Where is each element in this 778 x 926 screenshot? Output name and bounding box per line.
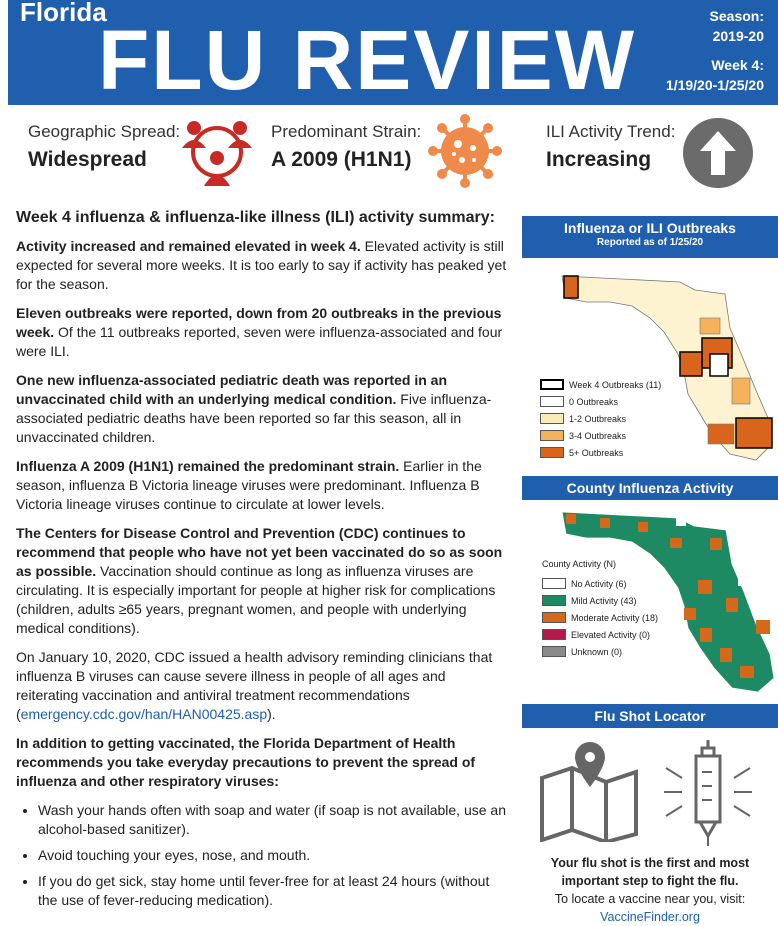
legend-item: [542, 592, 658, 609]
people-network-icon: [180, 116, 254, 188]
flu-shot-locator-header: Flu Shot Locator: [522, 704, 778, 728]
virus-icon: [428, 114, 502, 188]
legend-label: 1-2 Outbreaks: [569, 413, 627, 424]
cdc-advisory-link[interactable]: emergency.cdc.gov/han/HAN00425.asp: [20, 706, 268, 722]
locator-headline: Your flu shot is the first and most important step to fight the flu.: [550, 856, 750, 888]
legend-swatch: [542, 578, 566, 589]
legend-item: [540, 444, 661, 461]
outbreaks-panel-header: [522, 216, 778, 258]
legend-label: 0 Outbreaks: [569, 396, 619, 407]
p5-text: Vaccination should continue as long as influenza viruses are circulating. It is especially important for people at higher risk for complications (children, adults ≥65 years, pregnant women, and people with underlying medical conditions).: [16, 563, 496, 636]
legend-title: County Activity (N): [542, 559, 617, 569]
week-label: Week 4:: [711, 57, 764, 73]
week-dates: 1/19/20-1/25/20: [665, 77, 764, 93]
p3-bold: One new influenza-associated pediatric death was reported in an unvaccinated child with an underlying medical condition.: [16, 372, 447, 407]
county-map-area: [522, 500, 778, 696]
summary-paragraph-2: [16, 304, 508, 361]
legend-swatch: [542, 629, 566, 640]
p1-text: Elevated activity is still expected for several more weeks. It is too early to say if activity has peaked yet for the season.: [16, 238, 507, 292]
p2-bold: Eleven outbreaks were reported, down from 20 outbreaks in the previous week.: [16, 305, 502, 340]
legend-item: [542, 643, 658, 660]
p2-text: Of the 11 outbreaks reported, seven were influenza-associated and four were ILI.: [16, 324, 503, 359]
page-title: FLU REVIEW: [98, 13, 636, 107]
summary-paragraph-3: [16, 371, 508, 447]
trend-stat: [546, 122, 675, 172]
header-banner: [8, 0, 778, 105]
legend-swatch: [542, 646, 566, 657]
map-pin-icon: [538, 738, 642, 842]
legend-item: [540, 427, 661, 444]
legend-swatch: [540, 447, 564, 458]
p4-text: Earlier in the season, influenza B Victoria lineage viruses were predominant. Influenza B Victoria lineage viruses continue to circulate at lower levels.: [16, 458, 482, 512]
p4-bold: Influenza A 2009 (H1N1) remained the predominant strain.: [16, 458, 400, 474]
legend-item: [542, 575, 658, 592]
vaccine-finder-link[interactable]: VaccineFinder.org: [600, 910, 700, 924]
syringe-icon: [662, 738, 754, 848]
list-item: • Wash your hands often with soap and water (if soap is not available, use an alcohol-based sanitizer).: [38, 801, 508, 839]
summary-paragraph-1: [16, 237, 508, 294]
up-arrow-icon: [682, 117, 754, 189]
legend-label: 3-4 Outbreaks: [569, 430, 627, 441]
county-activity-panel-header: County Influenza Activity: [522, 476, 778, 500]
p6-end: ).: [267, 706, 276, 722]
legend-swatch: [540, 430, 564, 441]
legend-swatch: [542, 612, 566, 623]
legend-label: No Activity (6): [571, 578, 627, 589]
p5-bold: The Centers for Disease Control and Prevention (CDC) continues to recommend that people who have not yet been vaccinated do so as soon as possible.: [16, 525, 503, 579]
legend-label: 5+ Outbreaks: [569, 447, 624, 458]
legend-label: Elevated Activity (0): [571, 629, 651, 640]
outbreaks-subtitle: Reported as of 1/25/20: [596, 237, 704, 248]
p7-bold: In addition to getting vaccinated, the Florida Department of Health recommends you take everyday precautions to prevent the spread of influenza and other respiratory viruses:: [16, 735, 476, 789]
list-item: • Avoid touching your eyes, nose, and mouth.: [38, 846, 508, 865]
outbreaks-legend: [540, 376, 661, 461]
stats-row: [0, 112, 778, 200]
strain-stat: [271, 122, 421, 172]
legend-label: Moderate Activity (18): [571, 612, 659, 623]
summary-paragraph-4: [16, 457, 508, 514]
summary-paragraph-5: [16, 524, 508, 638]
county-legend: [542, 556, 658, 660]
locator-instruction: To locate a vaccine near you, visit:: [554, 892, 746, 906]
summary-column: [16, 208, 508, 917]
p1-bold: Activity increased and remained elevated in week 4.: [16, 238, 361, 254]
legend-swatch: [540, 413, 564, 424]
locator-text: [538, 854, 762, 926]
locator-panel: [522, 728, 778, 924]
legend-item: [540, 393, 661, 410]
season-info: [666, 6, 764, 95]
legend-swatch: [540, 379, 564, 390]
trend-label: ILI Activity Trend:: [546, 122, 676, 141]
legend-item: [540, 376, 661, 393]
geo-spread-stat: [28, 122, 180, 172]
legend-label: Unknown (0): [571, 646, 623, 657]
sidebar-panels: [522, 216, 778, 924]
season-label: Season:: [709, 8, 764, 24]
geo-spread-value: Widespread: [28, 148, 147, 171]
strain-value: A 2009 (H1N1): [271, 148, 412, 171]
season-value: 2019-20: [712, 28, 764, 44]
precautions-list: [16, 801, 508, 910]
legend-swatch: [540, 396, 564, 407]
geo-spread-label: Geographic Spread:: [28, 122, 181, 141]
legend-swatch: [542, 595, 566, 606]
p3-text: Five influenza-associated pediatric deaths have been reported so far this season, all in unvaccinated children.: [16, 391, 492, 445]
state-name: Florida: [20, 0, 107, 27]
outbreaks-title: Influenza or ILI Outbreaks: [564, 220, 736, 236]
p6-text: On January 10, 2020, CDC issued a health advisory reminding clinicians that influenza B viruses can cause severe illness in people of all ages and reiterating vaccination and antiviral treatment recommendations (: [16, 649, 493, 722]
summary-paragraph-7: [16, 734, 508, 791]
list-item: • If you do get sick, stay home until fever-free for at least 24 hours (without the use of fever-reducing medication).: [38, 872, 508, 910]
trend-value: Increasing: [546, 148, 652, 171]
outbreaks-map-area: [522, 258, 778, 472]
summary-heading: Week 4 influenza & influenza-like illness (ILI) activity summary:: [16, 209, 495, 226]
legend-label: Week 4 Outbreaks (11): [569, 379, 662, 390]
summary-paragraph-6: [16, 648, 508, 724]
legend-item: [542, 626, 658, 643]
legend-item: [542, 609, 658, 626]
legend-label: Mild Activity (43): [571, 595, 637, 606]
strain-label: Predominant Strain:: [271, 122, 422, 141]
legend-item: [540, 410, 661, 427]
